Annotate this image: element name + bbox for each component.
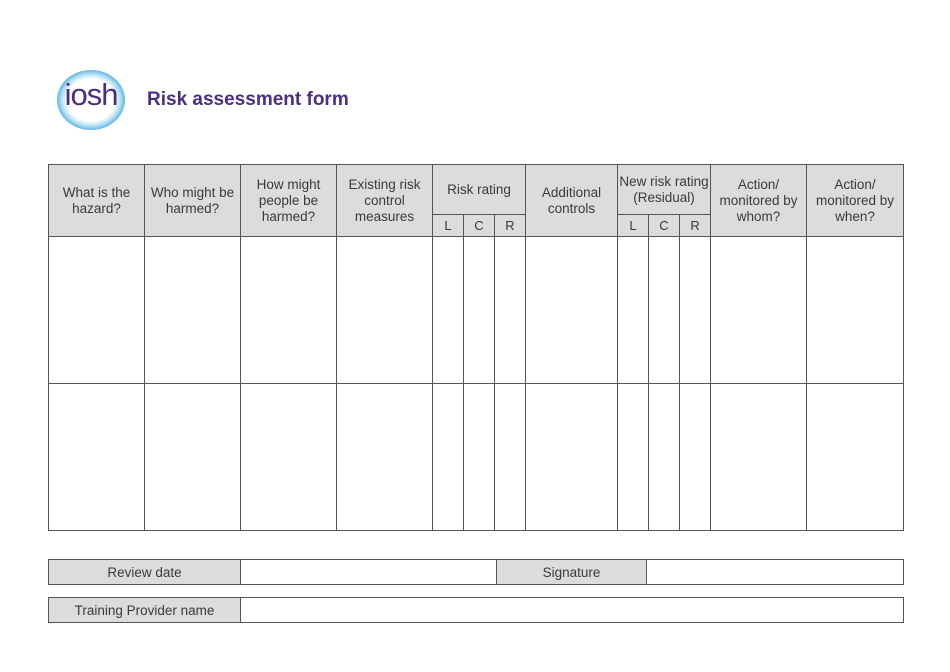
cell-additional-controls[interactable]: [526, 237, 618, 384]
cell-risk-c[interactable]: [464, 237, 495, 384]
cell-additional-controls[interactable]: [526, 384, 618, 531]
subheader-new-risk-r: R: [680, 215, 711, 237]
risk-assessment-table: [48, 164, 904, 531]
header-who-harmed: Who might be harmed?: [145, 165, 241, 237]
cell-new-risk-l[interactable]: [618, 384, 649, 531]
cell-action-when[interactable]: [807, 237, 904, 384]
table-row: [49, 384, 904, 531]
review-date-field[interactable]: [241, 560, 497, 585]
subheader-new-risk-c: C: [649, 215, 680, 237]
header-existing-controls: Existing risk control measures: [337, 165, 433, 237]
cell-hazard[interactable]: [49, 384, 145, 531]
cell-risk-l[interactable]: [433, 384, 464, 531]
header-new-risk-rating: New risk rating (Residual): [618, 165, 711, 215]
cell-new-risk-r[interactable]: [680, 384, 711, 531]
subheader-new-risk-l: L: [618, 215, 649, 237]
cell-who-harmed[interactable]: [145, 237, 241, 384]
training-provider-field[interactable]: [241, 598, 904, 623]
cell-new-risk-c[interactable]: [649, 384, 680, 531]
logo-text: iosh: [64, 77, 118, 112]
table-row: [49, 237, 904, 384]
signature-label: Signature: [497, 560, 647, 585]
cell-new-risk-c[interactable]: [649, 237, 680, 384]
header-additional-controls: Additional controls: [526, 165, 618, 237]
cell-risk-r[interactable]: [495, 384, 526, 531]
cell-action-whom[interactable]: [711, 384, 807, 531]
cell-risk-l[interactable]: [433, 237, 464, 384]
cell-existing-controls[interactable]: [337, 384, 433, 531]
review-date-label: Review date: [49, 560, 241, 585]
cell-action-when[interactable]: [807, 384, 904, 531]
header-how-harmed: How might people be harmed?: [241, 165, 337, 237]
cell-how-harmed[interactable]: [241, 384, 337, 531]
cell-new-risk-l[interactable]: [618, 237, 649, 384]
signature-field[interactable]: [647, 560, 904, 585]
cell-hazard[interactable]: [49, 237, 145, 384]
cell-how-harmed[interactable]: [241, 237, 337, 384]
training-provider-label: Training Provider name: [49, 598, 241, 623]
training-provider-table: [48, 597, 904, 623]
cell-risk-r[interactable]: [495, 237, 526, 384]
subheader-risk-l: L: [433, 215, 464, 237]
review-signature-table: [48, 559, 904, 585]
page-title: Risk assessment form: [147, 89, 349, 110]
cell-who-harmed[interactable]: [145, 384, 241, 531]
subheader-risk-c: C: [464, 215, 495, 237]
header-action-when: Action/ monitored by when?: [807, 165, 904, 237]
header-hazard: What is the hazard?: [49, 165, 145, 237]
iosh-logo: [55, 68, 127, 132]
header-action-whom: Action/ monitored by whom?: [711, 165, 807, 237]
subheader-risk-r: R: [495, 215, 526, 237]
cell-risk-c[interactable]: [464, 384, 495, 531]
header-risk-rating: Risk rating: [433, 165, 526, 215]
cell-new-risk-r[interactable]: [680, 237, 711, 384]
cell-action-whom[interactable]: [711, 237, 807, 384]
cell-existing-controls[interactable]: [337, 237, 433, 384]
